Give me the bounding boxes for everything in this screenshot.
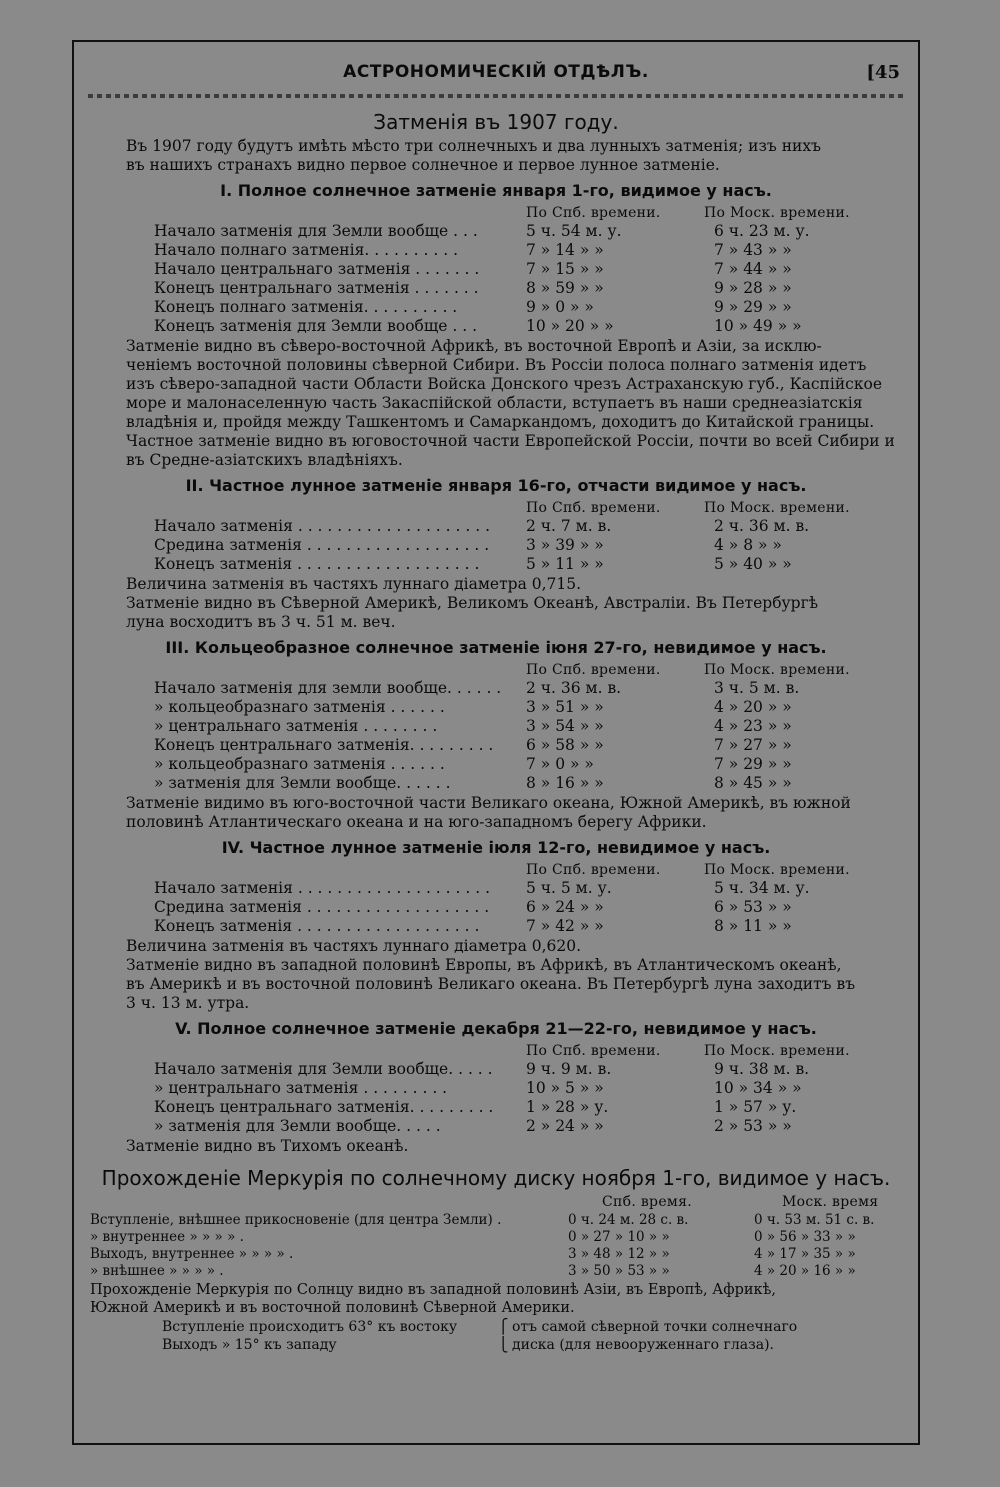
row-time-spb: 5 » 11 » » [526,555,604,573]
row-label: Начало затменія для Земли вообще . . . [154,222,478,240]
intro-line: въ нашихъ странахъ видно первое солнечное и первое лунное затменіе. [126,156,720,174]
row-time-moscow: 7 » 29 » » [714,755,792,773]
row-time-spb: 3 » 51 » » [526,698,604,716]
eclipse-row [74,1060,922,1079]
column-header-spb: По Спб. времени. [526,862,661,878]
note-line: изъ сѣверо-западной части Области Войска Донского чрезъ Астраханскую губ., Каспійское [126,375,883,393]
footer-left: Выходъ » 15° къ западу [162,1337,337,1353]
running-header [74,62,918,90]
note-line: Затменіе видно въ западной половинѣ Европы, въ Африкѣ, въ Атлантическомъ океанѣ, [126,956,842,974]
row-label: Начало затменія . . . . . . . . . . . . . . . . . . . . [154,517,490,535]
eclipse-row [74,717,922,736]
row-label: Начало затменія для Земли вообще. . . . . [154,1060,493,1078]
header-title: АСТРОНОМИЧЕСКІЙ ОТДѢЛЪ. [343,62,649,82]
row-time-moscow: 1 » 57 » у. [714,1098,797,1116]
row-label: Конецъ центральнаго затменія. . . . . . . . . [154,736,494,754]
column-header-moscow: По Моск. времени. [704,500,850,516]
row-time-spb: 10 » 20 » » [526,317,614,335]
column-header-spb: По Спб. времени. [526,500,661,516]
row-label: Средина затменія . . . . . . . . . . . . . . . . . . . [154,898,490,916]
column-header-spb: По Спб. времени. [526,662,661,678]
mercury-time-spb: 0 ч. 24 м. 28 с. в. [568,1212,689,1228]
mercury-column-spb: Спб. время. [602,1194,692,1210]
eclipse-row [74,698,922,717]
note-line: Величина затменія въ частяхъ луннаго діаметра 0,715. [126,575,582,593]
row-label: Конецъ затменія для Земли вообще . . . [154,317,478,335]
mercury-time-spb: 3 » 48 » 12 » » [568,1246,670,1262]
note-line: море и малонаселенную часть Закаспійской области, вступаетъ въ наши среднеазіатскія [126,394,863,412]
section-notes [126,1137,914,1156]
row-time-spb: 1 » 28 » у. [526,1098,609,1116]
row-time-spb: 7 » 14 » » [526,241,604,259]
note-line: Частное затменіе видно въ юговосточной части Европейской Россіи, почти во всей Сибири и [126,432,895,450]
eclipse-row [74,260,922,279]
note-line: половинѣ Атлантическаго океана и на юго-западномъ берегу Африки. [126,813,707,831]
section-notes [126,337,914,470]
mercury-row [74,1246,922,1263]
row-time-moscow: 9 » 28 » » [714,279,792,297]
row-label: » центральнаго затменія . . . . . . . . [154,717,438,735]
eclipse-row [74,736,922,755]
row-time-spb: 2 ч. 36 м. в. [526,679,622,697]
eclipse-row [74,241,922,260]
row-label: Начало затменія для земли вообще. . . . . . [154,679,502,697]
mercury-row [74,1212,922,1229]
mercury-time-moscow: 0 » 56 » 33 » » [754,1229,856,1245]
note-line: въ Америкѣ и въ восточной половинѣ Великаго океана. Въ Петербургѣ луна заходитъ въ [126,975,856,993]
row-time-moscow: 6 » 53 » » [714,898,792,916]
row-time-moscow: 7 » 43 » » [714,241,792,259]
row-time-spb: 7 » 0 » » [526,755,594,773]
note-line: Затменіе видно въ Сѣверной Америкѣ, Великомъ Океанѣ, Австраліи. Въ Петербургѣ [126,594,819,612]
note-line: Затменіе видно въ сѣверо-восточной Африкѣ, въ восточной Европѣ и Азіи, за исклю- [126,337,822,355]
footer-left: Вступленіе происходитъ 63° къ востоку [162,1319,458,1335]
mercury-footer-row [74,1319,922,1338]
note-line: Величина затменія въ частяхъ луннаго діаметра 0,620. [126,937,582,955]
row-time-moscow: 9 » 29 » » [714,298,792,316]
eclipse-row [74,755,922,774]
eclipse-row [74,279,922,298]
row-time-moscow: 4 » 23 » » [714,717,792,735]
column-header-moscow: По Моск. времени. [704,662,850,678]
mercury-row [74,1229,922,1246]
mercury-row-label: » внутреннее » » » » . [90,1229,244,1245]
section-heading: V. Полное солнечное затменіе декабря 21—22-го, невидимое у насъ. [175,1019,817,1038]
column-header-spb: По Спб. времени. [526,205,661,221]
eclipse-row [74,898,922,917]
row-time-moscow: 5 ч. 34 м. у. [714,879,810,897]
eclipse-row [74,879,922,898]
page-number: [45 [866,62,900,83]
eclipse-row [74,555,922,574]
section-notes [126,575,914,632]
note-line: Затменіе видимо въ юго-восточной части Великаго океана, Южной Америкѣ, въ южной [126,794,851,812]
row-time-moscow: 5 » 40 » » [714,555,792,573]
mercury-time-moscow: 4 » 17 » 35 » » [754,1246,856,1262]
page [72,40,920,1445]
row-label: Конецъ затменія . . . . . . . . . . . . . . . . . . . [154,917,480,935]
mercury-time-moscow: 0 ч. 53 м. 51 с. в. [754,1212,875,1228]
column-header-moscow: По Моск. времени. [704,205,850,221]
section-heading: III. Кольцеобразное солнечное затменіе іюня 27-го, невидимое у насъ. [165,638,827,657]
mercury-notes [90,1281,910,1317]
note-line: 3 ч. 13 м. утра. [126,994,250,1012]
row-time-moscow: 10 » 49 » » [714,317,802,335]
section-notes [126,794,914,832]
eclipses-intro [126,137,914,175]
row-time-spb: 9 » 0 » » [526,298,594,316]
row-time-spb: 3 » 39 » » [526,536,604,554]
eclipse-row [74,917,922,936]
row-time-moscow: 4 » 8 » » [714,536,782,554]
row-label: Конецъ полнаго затменія. . . . . . . . . . [154,298,458,316]
row-time-moscow: 8 » 45 » » [714,774,792,792]
mercury-row-label: » внѣшнее » » » » . [90,1263,224,1279]
row-time-moscow: 4 » 20 » » [714,698,792,716]
eclipse-row [74,1117,922,1136]
row-time-spb: 5 ч. 5 м. у. [526,879,612,897]
row-label: » затменія для Земли вообще. . . . . . [154,774,451,792]
row-label: Конецъ центральнаго затменія . . . . . . . [154,279,479,297]
row-label: Начало центральнаго затменія . . . . . . . [154,260,480,278]
mercury-row-label: Выходъ, внутреннее » » » » . [90,1246,294,1262]
mercury-title: Прохожденіе Меркурія по солнечному диску ноября 1-го, видимое у насъ. [101,1166,891,1190]
note-line: въ Средне-азіатскихъ владѣніяхъ. [126,451,403,469]
column-header-moscow: По Моск. времени. [704,862,850,878]
row-time-spb: 6 » 24 » » [526,898,604,916]
row-label: » кольцеобразнаго затменія . . . . . . [154,698,445,716]
mercury-note-line: Южной Америкѣ и въ восточной половинѣ Сѣверной Америки. [90,1300,575,1316]
eclipse-row [74,774,922,793]
footer-right: диска (для невооруженнаго глаза). [512,1337,775,1353]
mercury-time-spb: 3 » 50 » 53 » » [568,1263,670,1279]
row-label: » кольцеобразнаго затменія . . . . . . [154,755,445,773]
mercury-footer-row [74,1337,922,1356]
eclipse-row [74,536,922,555]
note-line: ченіемъ восточной половины сѣверной Сибири. Въ Россіи полоса полнаго затменія идетъ [126,356,867,374]
row-label: Конецъ затменія . . . . . . . . . . . . . . . . . . . [154,555,480,573]
intro-line: Въ 1907 году будутъ имѣть мѣсто три солнечныхъ и два лунныхъ затменія; изъ нихъ [126,137,821,155]
row-time-moscow: 8 » 11 » » [714,917,792,935]
row-time-moscow: 7 » 27 » » [714,736,792,754]
mercury-time-moscow: 4 » 20 » 16 » » [754,1263,856,1279]
row-time-moscow: 10 » 34 » » [714,1079,802,1097]
row-time-spb: 7 » 42 » » [526,917,604,935]
row-time-spb: 3 » 54 » » [526,717,604,735]
row-time-spb: 10 » 5 » » [526,1079,604,1097]
eclipse-row [74,679,922,698]
mercury-row-label: Вступленіе, внѣшнее прикосновеніе (для центра Земли) . [90,1212,502,1228]
eclipse-row [74,222,922,241]
row-time-moscow: 2 ч. 36 м. в. [714,517,810,535]
row-time-spb: 8 » 59 » » [526,279,604,297]
row-label: » центральнаго затменія . . . . . . . . . [154,1079,448,1097]
row-label: Средина затменія . . . . . . . . . . . . . . . . . . . [154,536,490,554]
section-heading: IV. Частное лунное затменіе іюля 12-го, невидимое у насъ. [221,838,771,857]
row-label: » затменія для Земли вообще. . . . . [154,1117,441,1135]
row-time-moscow: 6 ч. 23 м. у. [714,222,810,240]
mercury-time-spb: 0 » 27 » 10 » » [568,1229,670,1245]
note-line: луна восходитъ въ 3 ч. 51 м. веч. [126,613,396,631]
row-label: Конецъ центральнаго затменія. . . . . . . . . [154,1098,494,1116]
row-time-moscow: 9 ч. 38 м. в. [714,1060,810,1078]
row-time-spb: 7 » 15 » » [526,260,604,278]
mercury-note-line: Прохожденіе Меркурія по Солнцу видно въ западной половинѣ Азіи, въ Европѣ, Африкѣ, [90,1282,776,1298]
eclipse-row [74,1079,922,1098]
row-time-moscow: 2 » 53 » » [714,1117,792,1135]
mercury-column-moscow: Моск. время [782,1194,879,1210]
section-heading: II. Частное лунное затменіе января 16-го, отчасти видимое у насъ. [185,476,807,495]
eclipses-title: Затменія въ 1907 году. [373,110,619,134]
eclipse-row [74,1098,922,1117]
eclipse-row [74,517,922,536]
mercury-row [74,1263,922,1280]
row-time-spb: 2 » 24 » » [526,1117,604,1135]
eclipse-row [74,317,922,336]
footer-right: отъ самой сѣверной точки солнечнаго [512,1319,798,1335]
column-header-spb: По Спб. времени. [526,1043,661,1059]
section-notes [126,937,914,1013]
brace-icon: ⎩ [498,1337,509,1353]
row-time-moscow: 7 » 44 » » [714,260,792,278]
section-heading: I. Полное солнечное затменіе января 1-го, видимое у насъ. [220,181,772,200]
note-line: Затменіе видно въ Тихомъ океанѣ. [126,1137,409,1155]
row-time-spb: 5 ч. 54 м. у. [526,222,622,240]
row-time-spb: 2 ч. 7 м. в. [526,517,612,535]
column-header-moscow: По Моск. времени. [704,1043,850,1059]
row-time-moscow: 3 ч. 5 м. в. [714,679,800,697]
note-line: владѣнія и, пройдя между Ташкентомъ и Самаркандомъ, доходитъ до Китайской границы. [126,413,875,431]
row-label: Начало затменія . . . . . . . . . . . . . . . . . . . . [154,879,490,897]
row-time-spb: 8 » 16 » » [526,774,604,792]
row-label: Начало полнаго затменія. . . . . . . . . . [154,241,458,259]
brace-icon: ⎧ [498,1319,509,1335]
header-rule [88,94,904,98]
row-time-spb: 9 ч. 9 м. в. [526,1060,612,1078]
row-time-spb: 6 » 58 » » [526,736,604,754]
eclipse-row [74,298,922,317]
